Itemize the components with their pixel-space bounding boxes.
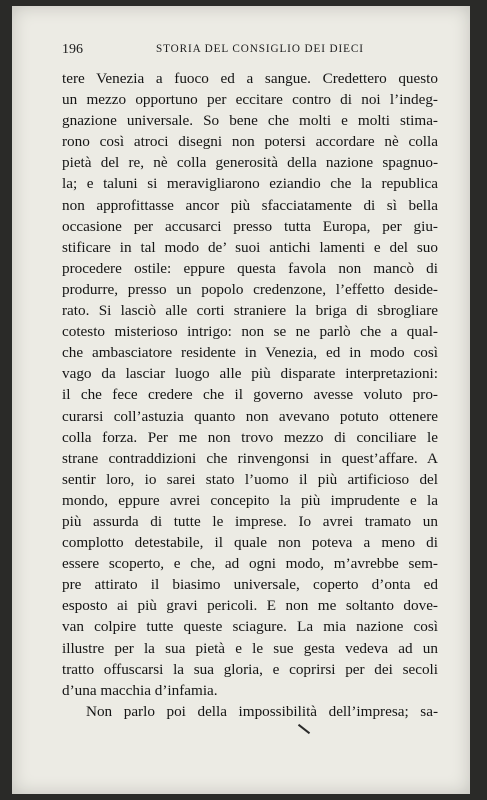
text-line: tere Venezia a fuoco ed a sangue. Credettero questo: [62, 70, 438, 87]
page-header: [62, 42, 440, 60]
text-line: rato. Si lasciò alle corti straniere la briga di sbrogliare: [62, 302, 438, 320]
text-line: colla forza. Per me non trovo mezzo di conciliare le: [62, 428, 438, 446]
text-line: curarsi coll’astuzia quanto non avevano potuto ottenere: [62, 407, 438, 425]
text-line: più assurda di tutte le imprese. Io avrei tramato un: [62, 512, 438, 530]
text-line: tratto offuscarsi la sua gloria, e coprirsi per dei secoli: [62, 660, 438, 678]
text-line: non approfittasse ancor più sfacciatamente di sì bella: [62, 196, 438, 214]
text-line: van colpire tutte queste sciagure. La mia nazione così: [62, 618, 438, 636]
text-line: vago da lasciar luogo alle più disparate interpretazioni:: [62, 365, 438, 383]
body-text: [62, 68, 438, 722]
text-line: illustre per la sua pietà e le sue gesta vedeva ad un: [62, 639, 438, 657]
paragraph-end-line: d’una macchia d’infamia.: [62, 681, 218, 699]
text-line: mondo, eppure avrei concepito la più imprudente e la: [62, 491, 438, 509]
text-line: procedere ostile: eppure questa favola non mancò di: [62, 259, 438, 277]
text-line: gnazione universale. So bene che molti e molti stima-: [62, 112, 438, 130]
text-line: che ambasciatore residente in Venezia, ed in modo così: [62, 344, 438, 362]
running-title: STORIA DEL CONSIGLIO DEI DIECI: [156, 43, 364, 55]
text-line: pietà del re, nè colla generosità della nazione spagnuo-: [62, 154, 438, 172]
text-line: sentir loro, io sarei stato l’uomo il più artificioso del: [62, 470, 438, 488]
paragraph-start-line: Non parlo poi della impossibilità dell’impresa; sa-: [86, 702, 438, 720]
text-line: complotto detestabile, il quale non poteva a meno di: [62, 534, 438, 552]
text-line: occasione per accusarci presso tutta Europa, per giu-: [62, 217, 438, 235]
ink-mark: [298, 724, 310, 734]
text-line: pre attirato il biasimo universale, coperto d’onta ed: [62, 576, 438, 594]
text-line: un mezzo opportuno per eccitare contro di noi l’indeg-: [62, 91, 438, 109]
text-line: cotesto misterioso intrigo: non se ne parlò che a qual-: [62, 323, 438, 341]
text-line: strane contraddizioni che rinvengonsi in quest’affare. A: [62, 449, 438, 467]
text-line: stificare in tal modo de’ suoi antichi lamenti e del suo: [62, 238, 438, 256]
text-line: il che fece credere che il governo avesse voluto pro-: [62, 386, 438, 404]
book-page: [12, 6, 470, 794]
text-line: rono così atroci disegni non potersi accordare nè colla: [62, 133, 438, 151]
text-line: produrre, presso un popolo credenzone, l’effetto deside-: [62, 280, 438, 298]
text-line: essere scoperto, e che, ad ogni modo, m’avrebbe sem-: [62, 555, 438, 573]
page-number: 196: [62, 42, 83, 57]
text-line: esposto ai più gravi pericoli. E non me soltanto dove-: [62, 597, 438, 615]
text-line: la; e taluni si meravigliarono eziandio che la republica: [62, 175, 438, 193]
